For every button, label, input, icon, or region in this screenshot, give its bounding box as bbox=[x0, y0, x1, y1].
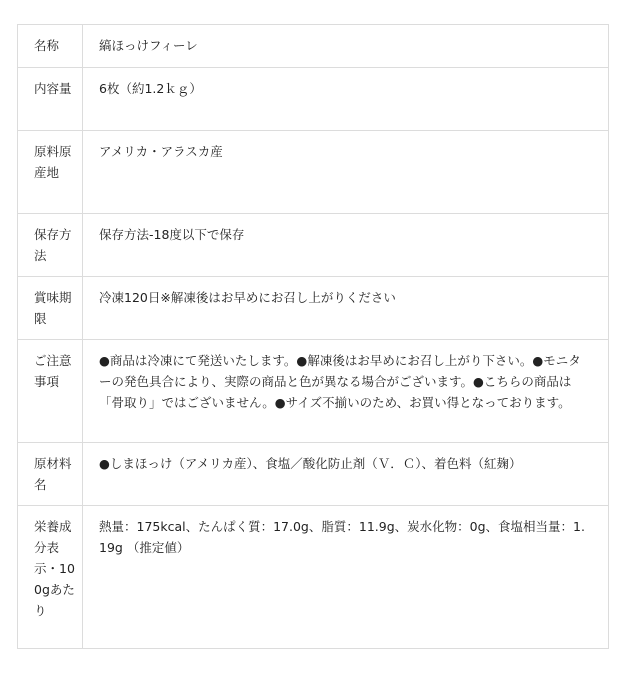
row-value-cell bbox=[83, 443, 609, 506]
row-label-cell bbox=[18, 68, 83, 131]
row-label: 内容量 bbox=[34, 81, 72, 96]
product-spec-table bbox=[17, 24, 609, 649]
row-label-cell bbox=[18, 131, 83, 214]
row-value-cell bbox=[83, 506, 609, 649]
row-label-cell bbox=[18, 25, 83, 68]
row-value: 熱量：175kcal、たんぱく質：17.0g、脂質：11.9g、炭水化物：0g、食塩相当量：1.19g （推定値） bbox=[99, 519, 585, 555]
row-label-cell bbox=[18, 214, 83, 277]
row-label: 栄養成分表示・100gあたり bbox=[34, 519, 75, 618]
row-value-cell bbox=[83, 68, 609, 131]
table-row bbox=[18, 25, 609, 68]
row-value-cell bbox=[83, 340, 609, 443]
row-label-cell bbox=[18, 506, 83, 649]
row-label: 名称 bbox=[34, 38, 60, 53]
row-label: ご注意事項 bbox=[34, 353, 72, 389]
table-row bbox=[18, 131, 609, 214]
table-row bbox=[18, 340, 609, 443]
table-row bbox=[18, 277, 609, 340]
row-label-cell bbox=[18, 443, 83, 506]
row-label: 賞味期限 bbox=[34, 290, 72, 326]
row-value: アメリカ・アラスカ産 bbox=[99, 144, 223, 159]
table-row bbox=[18, 214, 609, 277]
row-label: 原料原産地 bbox=[34, 144, 72, 180]
row-value: 冷凍120日※解凍後はお早めにお召し上がりください bbox=[99, 290, 396, 305]
row-label: 保存方法 bbox=[34, 227, 72, 263]
table-row bbox=[18, 506, 609, 649]
row-value-cell bbox=[83, 277, 609, 340]
row-value: 縞ほっけフィーレ bbox=[99, 38, 198, 53]
row-value: 6枚（約1.2ｋｇ） bbox=[99, 81, 202, 96]
row-value: ●商品は冷凍にて発送いたします。●解凍後はお早めにお召し上がり下さい。●モニターの発色具合により、実際の商品と色が異なる場合がございます。●こちらの商品は「骨取り」ではございません。●サイズ不揃いのため、お買い得となっております。 bbox=[99, 353, 581, 410]
row-label-cell bbox=[18, 340, 83, 443]
row-value-cell bbox=[83, 25, 609, 68]
table-row bbox=[18, 68, 609, 131]
table-row bbox=[18, 443, 609, 506]
row-value-cell bbox=[83, 131, 609, 214]
row-value: 保存方法-18度以下で保存 bbox=[99, 227, 245, 242]
row-value: ●しまほっけ（アメリカ産）、食塩／酸化防止剤（Ｖ．Ｃ）、着色料（紅麹） bbox=[99, 456, 522, 471]
row-value-cell bbox=[83, 214, 609, 277]
row-label: 原材料名 bbox=[34, 456, 72, 492]
row-label-cell bbox=[18, 277, 83, 340]
